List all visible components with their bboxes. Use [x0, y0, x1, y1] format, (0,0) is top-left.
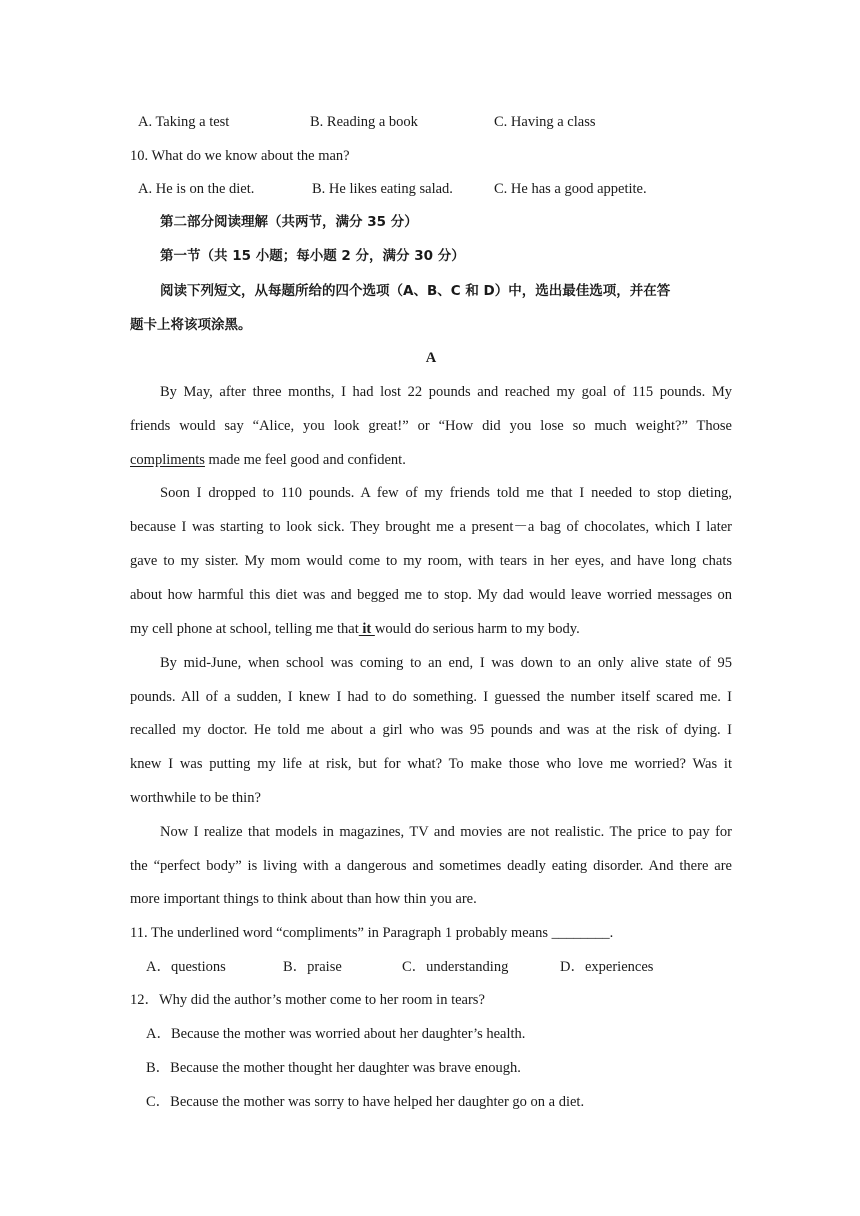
p4-line-2: the “perfect body” is living with a dangerous and sometimes deadly eating disorder. And there are: [130, 858, 732, 874]
p1-line-2: friends would say “Alice, you look great!” or “How did you lose so much weight?” Those: [130, 418, 732, 434]
section1-heading: 第一节（共 15 小题；每小题 2 分，满分 30 分）: [160, 248, 465, 264]
p3-line-1: By mid-June, when school was coming to an end, I was down to an only alive state of 95: [160, 655, 732, 671]
p1-line-1: By May, after three months, I had lost 22 pounds and reached my goal of 115 pounds. My: [160, 384, 732, 400]
q10-question: 10. What do we know about the man?: [130, 148, 350, 164]
p2-line-4: about how harmful this diet was and begged me to stop. My dad would leave worried messages on: [130, 587, 732, 603]
q12-option-b: B．Because the mother thought her daughter was brave enough.: [146, 1060, 521, 1076]
p1-line-3: compliments made me feel good and confident.: [130, 452, 406, 468]
p2-line-1: Soon I dropped to 110 pounds. A few of my friends told me that I needed to stop dieting,: [160, 485, 732, 501]
p3-line-3: recalled my doctor. He told me about a girl who was 95 pounds and was at the risk of dying. I: [130, 722, 732, 738]
p2-line-3: gave to my sister. My mom would come to my room, with tears in her eyes, and have long chats: [130, 553, 732, 569]
q9-option-c: C. Having a class: [494, 114, 596, 130]
p3-line-5: worthwhile to be thin?: [130, 790, 261, 806]
p4-line-1: Now I realize that models in magazines, TV and movies are not realistic. The price to pay for: [160, 824, 732, 840]
q11-option-b: B．praise: [283, 959, 342, 975]
underlined-word-it: it: [358, 621, 375, 637]
q12-question: 12．Why did the author’s mother come to her room in tears?: [130, 992, 485, 1008]
passage-title: A: [425, 350, 437, 366]
q9-option-b: B. Reading a book: [310, 114, 418, 130]
q12-option-c: C．Because the mother was sorry to have helped her daughter go on a diet.: [146, 1094, 585, 1110]
q11-option-c: C．understanding: [402, 959, 509, 975]
part2-heading: 第二部分阅读理解（共两节，满分 35 分）: [160, 214, 418, 230]
p2-line-5: my cell phone at school, telling me that it would do serious harm to my body.: [130, 621, 580, 637]
q10-option-b: B. He likes eating salad.: [312, 181, 453, 197]
q12-option-a: A．Because the mother was worried about her daughter’s health.: [146, 1026, 526, 1042]
p3-line-4: knew I was putting my life at risk, but for what? To make those who love me worried? Was it: [130, 756, 732, 772]
p2-line-2: because I was starting to look sick. They brought me a present－a bag of chocolates, which I later: [130, 519, 732, 535]
underlined-word-compliments: compliments: [130, 452, 205, 468]
q9-option-a: A. Taking a test: [138, 114, 230, 130]
q11-option-a: A．questions: [146, 959, 226, 975]
p4-line-3: more important things to think about than how thin you are.: [130, 891, 477, 907]
q10-option-c: C. He has a good appetite.: [494, 181, 647, 197]
q11-option-d: D．experiences: [560, 959, 654, 975]
instructions-line-2: 题卡上将该项涂黑。: [130, 317, 252, 333]
instructions-line-1: 阅读下列短文，从每题所给的四个选项（A、B、C 和 D）中，选出最佳选项，并在答: [160, 283, 671, 299]
q11-question: 11. The underlined word “compliments” in Paragraph 1 probably means ________.: [130, 925, 614, 941]
p3-line-2: pounds. All of a sudden, I knew I had to do something. I guessed the number itself scared me. I: [130, 689, 732, 705]
q10-option-a: A. He is on the diet.: [138, 181, 255, 197]
